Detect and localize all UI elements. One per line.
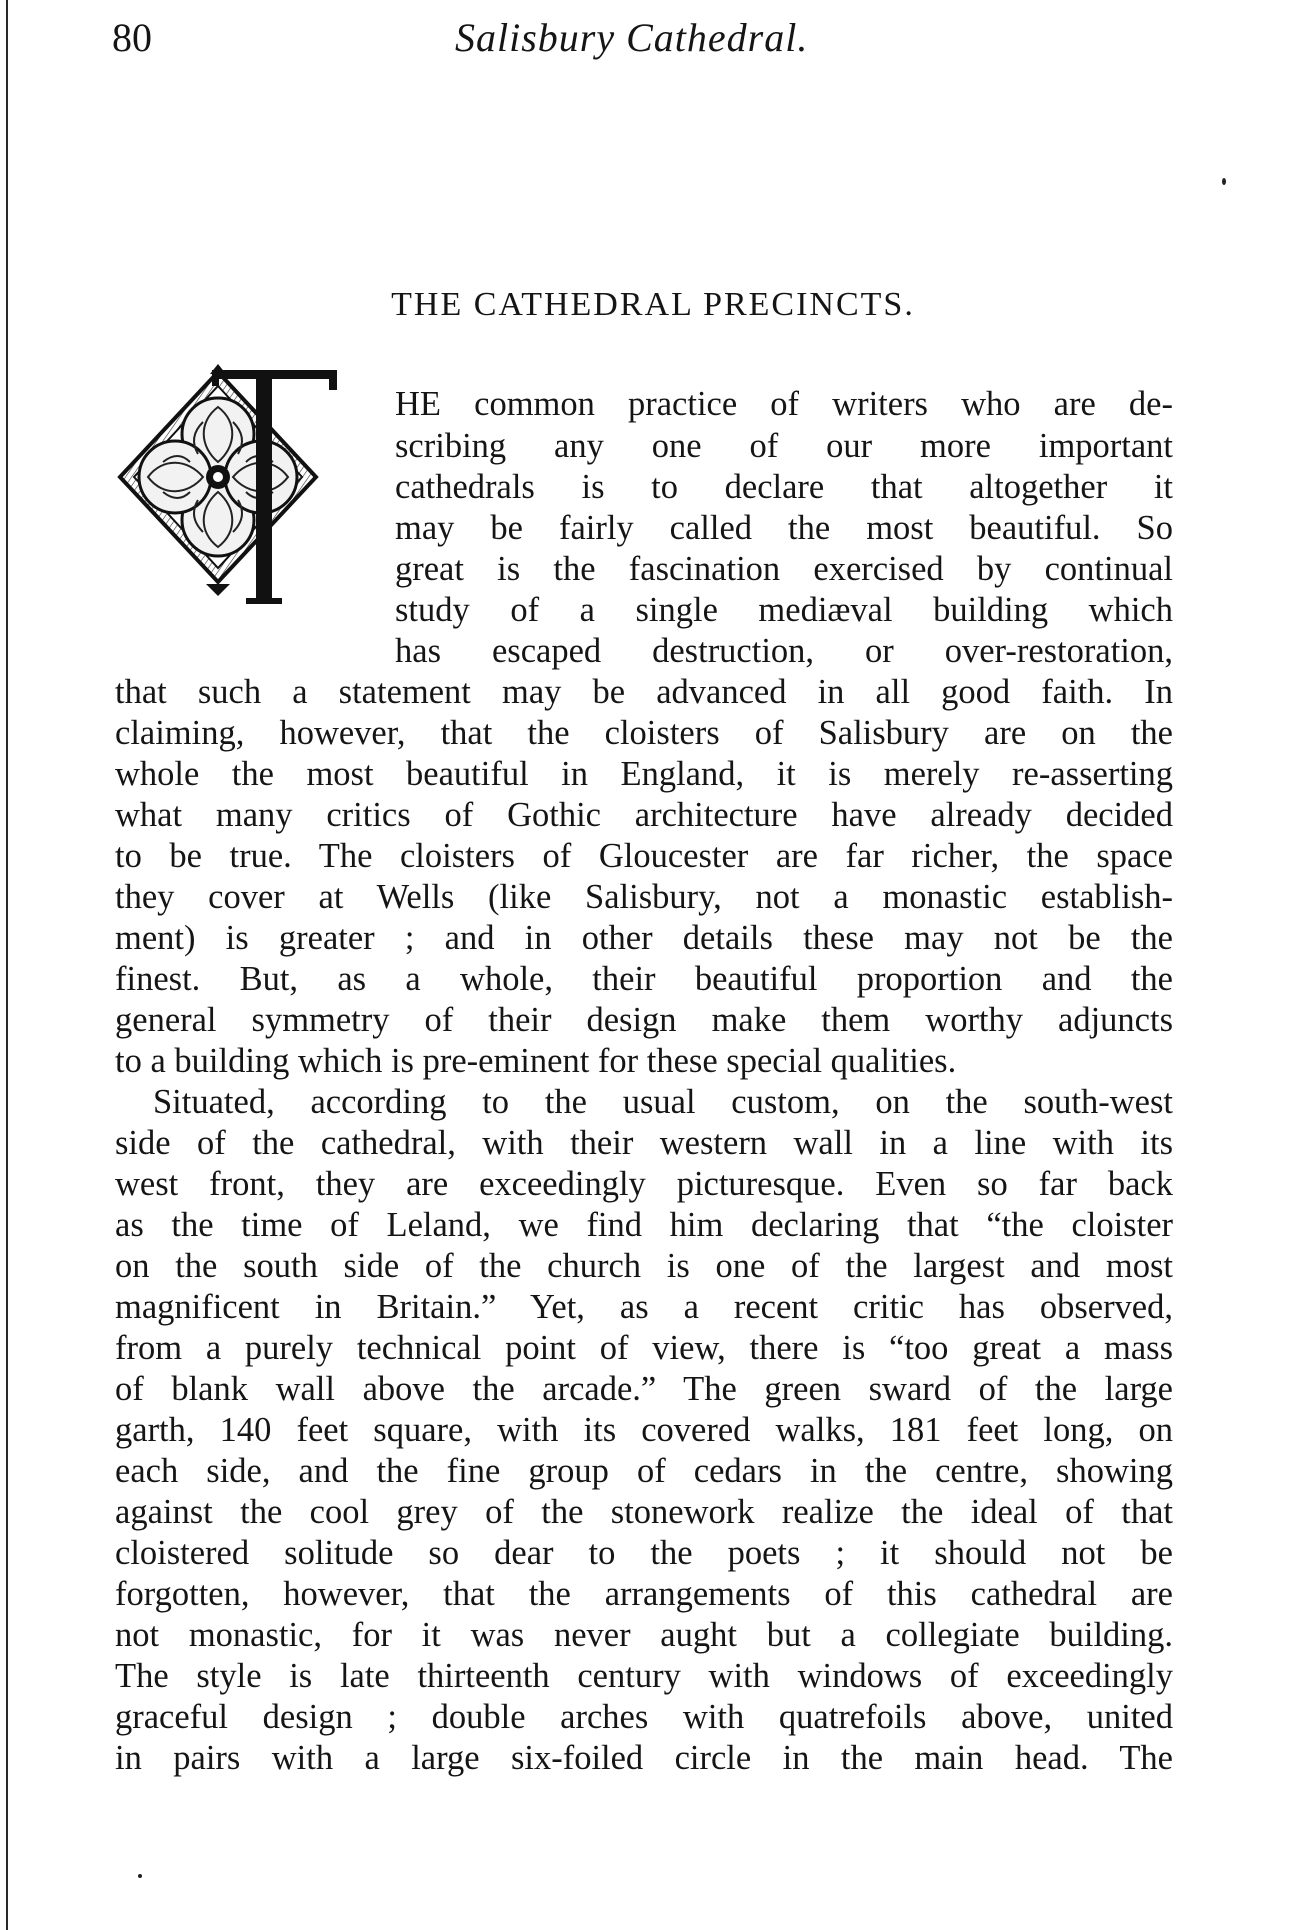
paragraph-line: finest. But, as a whole, their beautiful proportion and the [115, 960, 1173, 998]
paragraph-line: that such a statement may be advanced in all good faith. In [115, 673, 1173, 711]
paragraph-line: to a building which is pre-eminent for these special qualities. [115, 1042, 957, 1080]
paragraph-line: scribing any one of our more important [395, 427, 1173, 465]
paragraph-line: against the cool grey of the stonework realize the ideal of that [115, 1493, 1173, 1531]
paragraph-line: The style is late thirteenth century with windows of exceedingly [115, 1657, 1173, 1695]
paragraph-line: study of a single mediæval building which [395, 591, 1173, 629]
paragraph-line: Situated, according to the usual custom, on the south-west [153, 1083, 1173, 1121]
paragraph-line: may be fairly called the most beautiful. So [395, 509, 1173, 547]
paragraph-line: claiming, however, that the cloisters of Salisbury are on the [115, 714, 1173, 752]
paragraph-line: general symmetry of their design make them worthy adjuncts [115, 1001, 1173, 1039]
paragraph-line: each side, and the fine group of cedars in the centre, showing [115, 1452, 1173, 1490]
paragraph-line: great is the fascination exercised by continual [395, 550, 1173, 588]
decorated-initial-t-icon [108, 362, 348, 612]
paragraph-line: HE common practice of writers who are de- [395, 385, 1173, 423]
paragraph-line: they cover at Wells (like Salisbury, not a monastic establish- [115, 878, 1173, 916]
paragraph-line: west front, they are exceedingly picturesque. Even so far back [115, 1165, 1173, 1203]
paragraph-line: garth, 140 feet square, with its covered walks, 181 feet long, on [115, 1411, 1173, 1449]
page-speck [1222, 178, 1226, 185]
running-title: Salisbury Cathedral. [455, 15, 809, 60]
paragraph-line: as the time of Leland, we find him declaring that “the cloister [115, 1206, 1173, 1244]
paragraph-line: in pairs with a large six-foiled circle in the main head. The [115, 1739, 1173, 1777]
paragraph-line: whole the most beautiful in England, it is merely re-asserting [115, 755, 1173, 793]
paragraph-line: cloistered solitude so dear to the poets ; it should not be [115, 1534, 1173, 1572]
paragraph-line: ment) is greater ; and in other details these may not be the [115, 919, 1173, 957]
paragraph-line: from a purely technical point of view, there is “too great a mass [115, 1329, 1173, 1367]
paragraph-line: side of the cathedral, with their western wall in a line with its [115, 1124, 1173, 1162]
paragraph-line: to be true. The cloisters of Gloucester are far richer, the space [115, 837, 1173, 875]
paragraph-line: has escaped destruction, or over-restoration, [395, 632, 1173, 670]
paragraph-line: graceful design ; double arches with quatrefoils above, united [115, 1698, 1173, 1736]
paragraph-line: cathedrals is to declare that altogether it [395, 468, 1173, 506]
section-title: THE CATHEDRAL PRECINCTS. [391, 286, 915, 323]
paragraph-line: of blank wall above the arcade.” The green sward of the large [115, 1370, 1173, 1408]
paragraph-line: what many critics of Gothic architecture have already decided [115, 796, 1173, 834]
page-speck [138, 1874, 142, 1878]
page-number: 80 [112, 15, 152, 60]
paragraph-line: on the south side of the church is one of the largest and most [115, 1247, 1173, 1285]
paragraph-line: magnificent in Britain.” Yet, as a recent critic has observed, [115, 1288, 1173, 1326]
paragraph-line: forgotten, however, that the arrangements of this cathedral are [115, 1575, 1173, 1613]
paragraph-line: not monastic, for it was never aught but a collegiate building. [115, 1616, 1173, 1654]
